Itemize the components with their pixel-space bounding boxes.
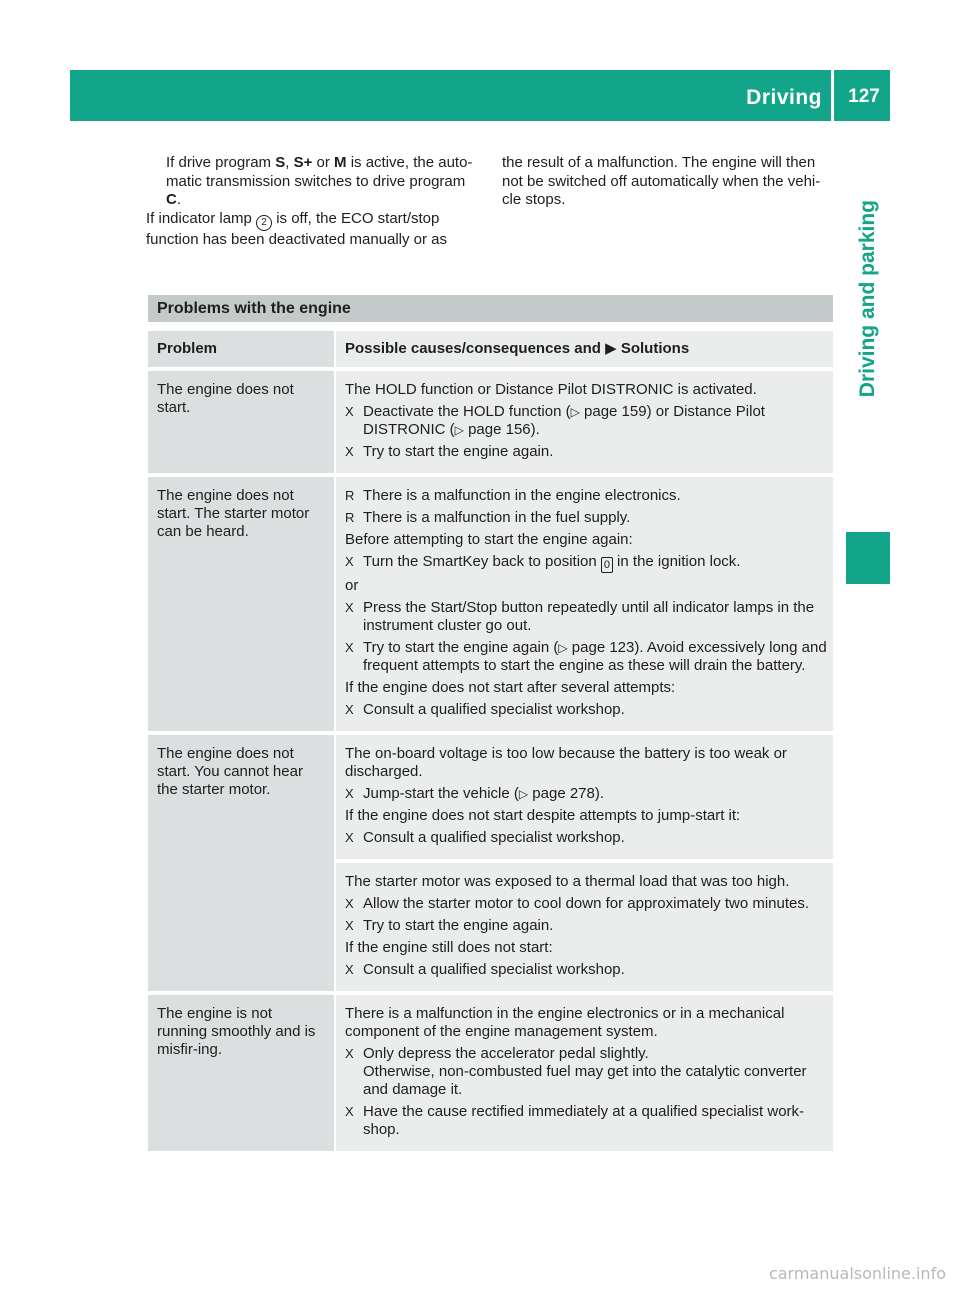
- page-ref-icon: ▷: [454, 423, 464, 437]
- intro-lamp-note: If indicator lamp 2 is off, the ECO start/stop function has been deactivated manually or as: [146, 209, 448, 248]
- intro-left-column: [146, 154, 481, 249]
- step-item: X Only depress the accelerator pedal slightly. Otherwise, non-combusted fuel may get into the catalytic converter and damage it.: [345, 1045, 807, 1098]
- table-header-row: [148, 331, 833, 367]
- step-item: X Consult a qualified specialist workshop.: [345, 701, 625, 718]
- table-row: [148, 477, 833, 731]
- page-ref-icon: ▷: [570, 405, 580, 419]
- table-row: [148, 371, 833, 473]
- step-marker-icon: X: [345, 600, 354, 615]
- step-marker-icon: X: [345, 918, 354, 933]
- step-item: X Jump-start the vehicle (▷ page 278).: [345, 785, 605, 802]
- header-bar: [70, 70, 890, 121]
- intro-program-note: If drive program S, S+ or M is active, the auto-matic transmission switches to drive program C.: [166, 154, 473, 208]
- bullet-marker-icon: R: [345, 510, 355, 525]
- watermark: carmanualsonline.info: [768, 1264, 946, 1283]
- table-row: [148, 995, 833, 1151]
- problem-cell: The engine is not running smoothly and is misfir-ing.: [148, 995, 334, 1151]
- step-item: X Deactivate the HOLD function (▷ page 159) or Distance Pilot DISTRONIC (▷ page 156).: [345, 403, 765, 438]
- bullet-item: R There is a malfunction in the fuel supply.: [345, 509, 631, 526]
- step-item: X Try to start the engine again.: [345, 917, 554, 934]
- step-item: X Have the cause rectified immediately at a qualified specialist work-shop.: [345, 1103, 805, 1138]
- step-marker-icon: X: [345, 404, 354, 419]
- bullet-item: R There is a malfunction in the engine electronics.: [345, 487, 681, 504]
- step-marker-icon: X: [345, 962, 354, 977]
- bullet-marker-icon: R: [345, 488, 355, 503]
- step-item: X Try to start the engine again.: [345, 443, 554, 460]
- section-title: Problems with the engine: [157, 300, 351, 317]
- solution-cell: The HOLD function or Distance Pilot DISTRONIC is activated. X Deactivate the HOLD function (▷ page 159) or Distance Pilot DISTRONIC (▷ page 156). X Try to start the engine again.: [336, 371, 833, 473]
- step-arrow-icon: ▶: [605, 340, 617, 357]
- header-problem: Problem: [148, 331, 334, 367]
- step-item: X Allow the starter motor to cool down for approximately two minutes.: [345, 895, 810, 912]
- step-item: X Consult a qualified specialist workshop.: [345, 961, 625, 978]
- problem-cell: The engine does not start.: [148, 371, 334, 473]
- solution-cell: R There is a malfunction in the engine electronics. R There is a malfunction in the fuel supply. Before attempting to start the engine again: X Turn the SmartKey back to position 0 in the ignition lock. or X Press the Start/Stop button repeatedly until all indicator lamps in the instrument cluster go out. X Try to start the engine again (▷ page 123). Avoid excessively long and frequent attempts to start the engine as these will drain the battery. If the engine does not start after several attempts: X Consult a qualified specialist workshop.: [336, 477, 833, 731]
- table-row: [148, 735, 833, 991]
- problem-cell: The engine does not start. You cannot hear the starter motor.: [148, 735, 334, 991]
- intro-right-column: [502, 154, 835, 210]
- step-marker-icon: X: [345, 554, 354, 569]
- solution-stack: [336, 735, 833, 991]
- chapter-title: Driving: [746, 86, 822, 109]
- step-marker-icon: X: [345, 444, 354, 459]
- step-marker-icon: X: [345, 786, 354, 801]
- side-tab: [846, 200, 890, 530]
- indicator-lamp-icon: 2: [256, 215, 272, 231]
- solution-cell: The starter motor was exposed to a thermal load that was too high. X Allow the starter motor to cool down for approximately two minutes. X Try to start the engine again. If the engine still does not start: X Consult a qualified specialist workshop.: [336, 863, 833, 991]
- step-marker-icon: X: [345, 1104, 354, 1119]
- solution-cell: There is a malfunction in the engine electronics or in a mechanical component of the engine management system. X Only depress the accelerator pedal slightly. Otherwise, non-combusted fuel may get into the catalytic converter and damage it. X Have the cause rectified immediately at a qualified specialist work-shop.: [336, 995, 833, 1151]
- solution-cell: The on-board voltage is too low because the battery is too weak or discharged. X Jump-start the vehicle (▷ page 278). If the engine does not start despite attempts to jump-start it: X Consult a qualified specialist workshop.: [336, 735, 833, 859]
- intro-continuation: the result of a malfunction. The engine will then not be switched off automatically when the vehi-cle stops.: [502, 154, 821, 208]
- step-marker-icon: X: [345, 702, 354, 717]
- header-divider: [831, 70, 834, 121]
- step-marker-icon: X: [345, 896, 354, 911]
- problems-table: [148, 331, 833, 1155]
- page-ref-icon: ▷: [558, 641, 568, 655]
- section-title-bar: [148, 295, 833, 322]
- page-number: 127: [848, 86, 880, 107]
- step-marker-icon: X: [345, 1046, 354, 1061]
- step-item: X Consult a qualified specialist workshop.: [345, 829, 625, 846]
- step-item: X Turn the SmartKey back to position 0 in the ignition lock.: [345, 553, 741, 571]
- header-causes: Possible causes/consequences and ▶ Solutions: [336, 331, 833, 367]
- step-item: X Try to start the engine again (▷ page 123). Avoid excessively long and frequent attempts to start the engine as these will drain the battery.: [345, 639, 827, 674]
- side-tab-marker: [846, 532, 890, 584]
- step-marker-icon: X: [345, 830, 354, 845]
- problem-cell: The engine does not start. The starter motor can be heard.: [148, 477, 334, 731]
- page-ref-icon: ▷: [518, 787, 529, 801]
- side-tab-label: Driving and parking: [856, 200, 879, 398]
- key-position-icon: 0: [601, 557, 613, 573]
- step-item: X Press the Start/Stop button repeatedly until all indicator lamps in the instrument cluster go out.: [345, 599, 815, 634]
- step-marker-icon: X: [345, 640, 354, 655]
